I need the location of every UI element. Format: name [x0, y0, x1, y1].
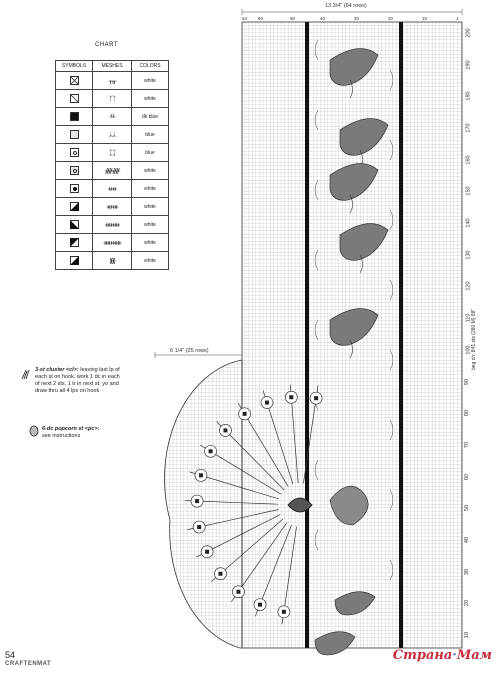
- column-number: 60: [258, 16, 264, 21]
- row-number: 20: [464, 600, 471, 607]
- legend-header-meshes: MESHES: [93, 61, 132, 72]
- petal-popcorn: [197, 525, 201, 529]
- mesh-glyph-text: ᚒᚒ: [106, 202, 118, 211]
- color-label: white: [132, 162, 169, 180]
- row-number: 10: [464, 631, 471, 639]
- cluster-title: 3-st cluster <cl>:: [35, 367, 79, 373]
- column-number: 64: [242, 16, 248, 21]
- row-number: 140: [465, 218, 472, 228]
- petal-popcorn: [236, 590, 240, 594]
- publisher-mark: CRAFTENMAT: [5, 661, 52, 667]
- mesh-glyph-text: ᚑᚑ: [108, 184, 116, 193]
- row-number: 80: [464, 410, 471, 417]
- popcorn-title: 6-dc popcorn st <pc>:: [42, 426, 100, 432]
- mesh-glyph-text: ᚓᚓ: [104, 220, 120, 229]
- row-number: 150: [465, 186, 472, 196]
- color-label: white: [132, 216, 169, 234]
- mesh-glyph-text: ᚕᚕ: [109, 256, 115, 265]
- cluster-text: leaving last lp of each st on hook, work 1 dc in each of next 2 sts, 1 tr in next st, yo and draw thru all 4 lps on hook: [35, 367, 120, 394]
- mesh-glyph-text: ᛦᛦ: [108, 130, 116, 139]
- color-label: dk blue: [132, 108, 169, 126]
- side-dimension-label: 6 1/4" (25 rows): [170, 348, 209, 354]
- petal-popcorn: [282, 610, 286, 614]
- vertical-dimension-label: beg ch: 841 sts (280 M) 88": [471, 308, 477, 370]
- watermark-text-2: Мам: [456, 648, 492, 663]
- row-number: 40: [464, 536, 471, 543]
- watermark-dot: ·: [452, 648, 457, 663]
- color-label: white: [132, 234, 169, 252]
- column-number: 50: [290, 16, 296, 21]
- legend-header-colors: COLORS: [132, 61, 169, 72]
- row-number: 130: [465, 250, 472, 260]
- row-number: 100: [465, 345, 472, 355]
- petal-popcorn: [199, 473, 203, 477]
- petal-popcorn: [314, 396, 318, 400]
- color-label: white: [132, 252, 169, 270]
- color-label: white: [132, 180, 169, 198]
- petal-popcorn: [258, 603, 262, 607]
- row-number: 70: [464, 441, 471, 448]
- mesh-glyph-text: ᚎᚎ: [104, 166, 120, 175]
- color-label: white: [132, 198, 169, 216]
- row-number: 60: [464, 473, 471, 480]
- row-number: 160: [465, 155, 472, 165]
- petal-popcorn: [205, 550, 209, 554]
- row-number: 50: [464, 505, 471, 512]
- legend-header-symbols: SYMBOLS: [56, 61, 93, 72]
- column-number: 30: [354, 16, 360, 21]
- top-dimension-label: 13 3/4" (64 rows): [325, 3, 367, 9]
- color-label: white: [132, 72, 169, 90]
- mesh-glyph-text: ᚔᚔ: [103, 238, 121, 247]
- mesh-glyph-text: ᚁᚂ: [108, 76, 116, 85]
- row-number: 110: [465, 313, 472, 323]
- watermark-logo: [393, 648, 492, 663]
- color-label: white: [132, 90, 169, 108]
- row-number: 190: [465, 60, 472, 70]
- row-number: 200: [465, 28, 472, 38]
- petal-popcorn: [218, 572, 222, 576]
- mesh-glyph-text: ᚆᚆ: [109, 112, 115, 121]
- petal-popcorn: [209, 449, 213, 453]
- column-number: 10: [422, 16, 428, 21]
- petal-popcorn: [243, 412, 247, 416]
- column-number: 1: [456, 16, 459, 21]
- row-number: 180: [465, 91, 472, 101]
- column-number: 20: [388, 16, 394, 21]
- row-number: 90: [464, 378, 471, 385]
- mesh-glyph-text: ᛉᛏ: [108, 94, 116, 103]
- mesh-glyph-text: ᛨᛨ: [108, 148, 116, 157]
- petal-popcorn: [223, 428, 227, 432]
- popcorn-text: see instructions: [42, 433, 81, 439]
- column-number: 40: [320, 16, 326, 21]
- petal-popcorn: [265, 401, 269, 405]
- color-label: blue: [132, 126, 169, 144]
- petal-popcorn: [195, 499, 199, 503]
- color-label: blue: [132, 144, 169, 162]
- row-number: 120: [465, 281, 472, 292]
- row-number: 30: [464, 568, 471, 575]
- page-number: 54: [5, 650, 16, 660]
- chart-title: CHART: [95, 42, 119, 48]
- watermark-text-1: Страна: [392, 648, 453, 663]
- petal-popcorn: [289, 395, 293, 399]
- row-number: 170: [465, 123, 472, 133]
